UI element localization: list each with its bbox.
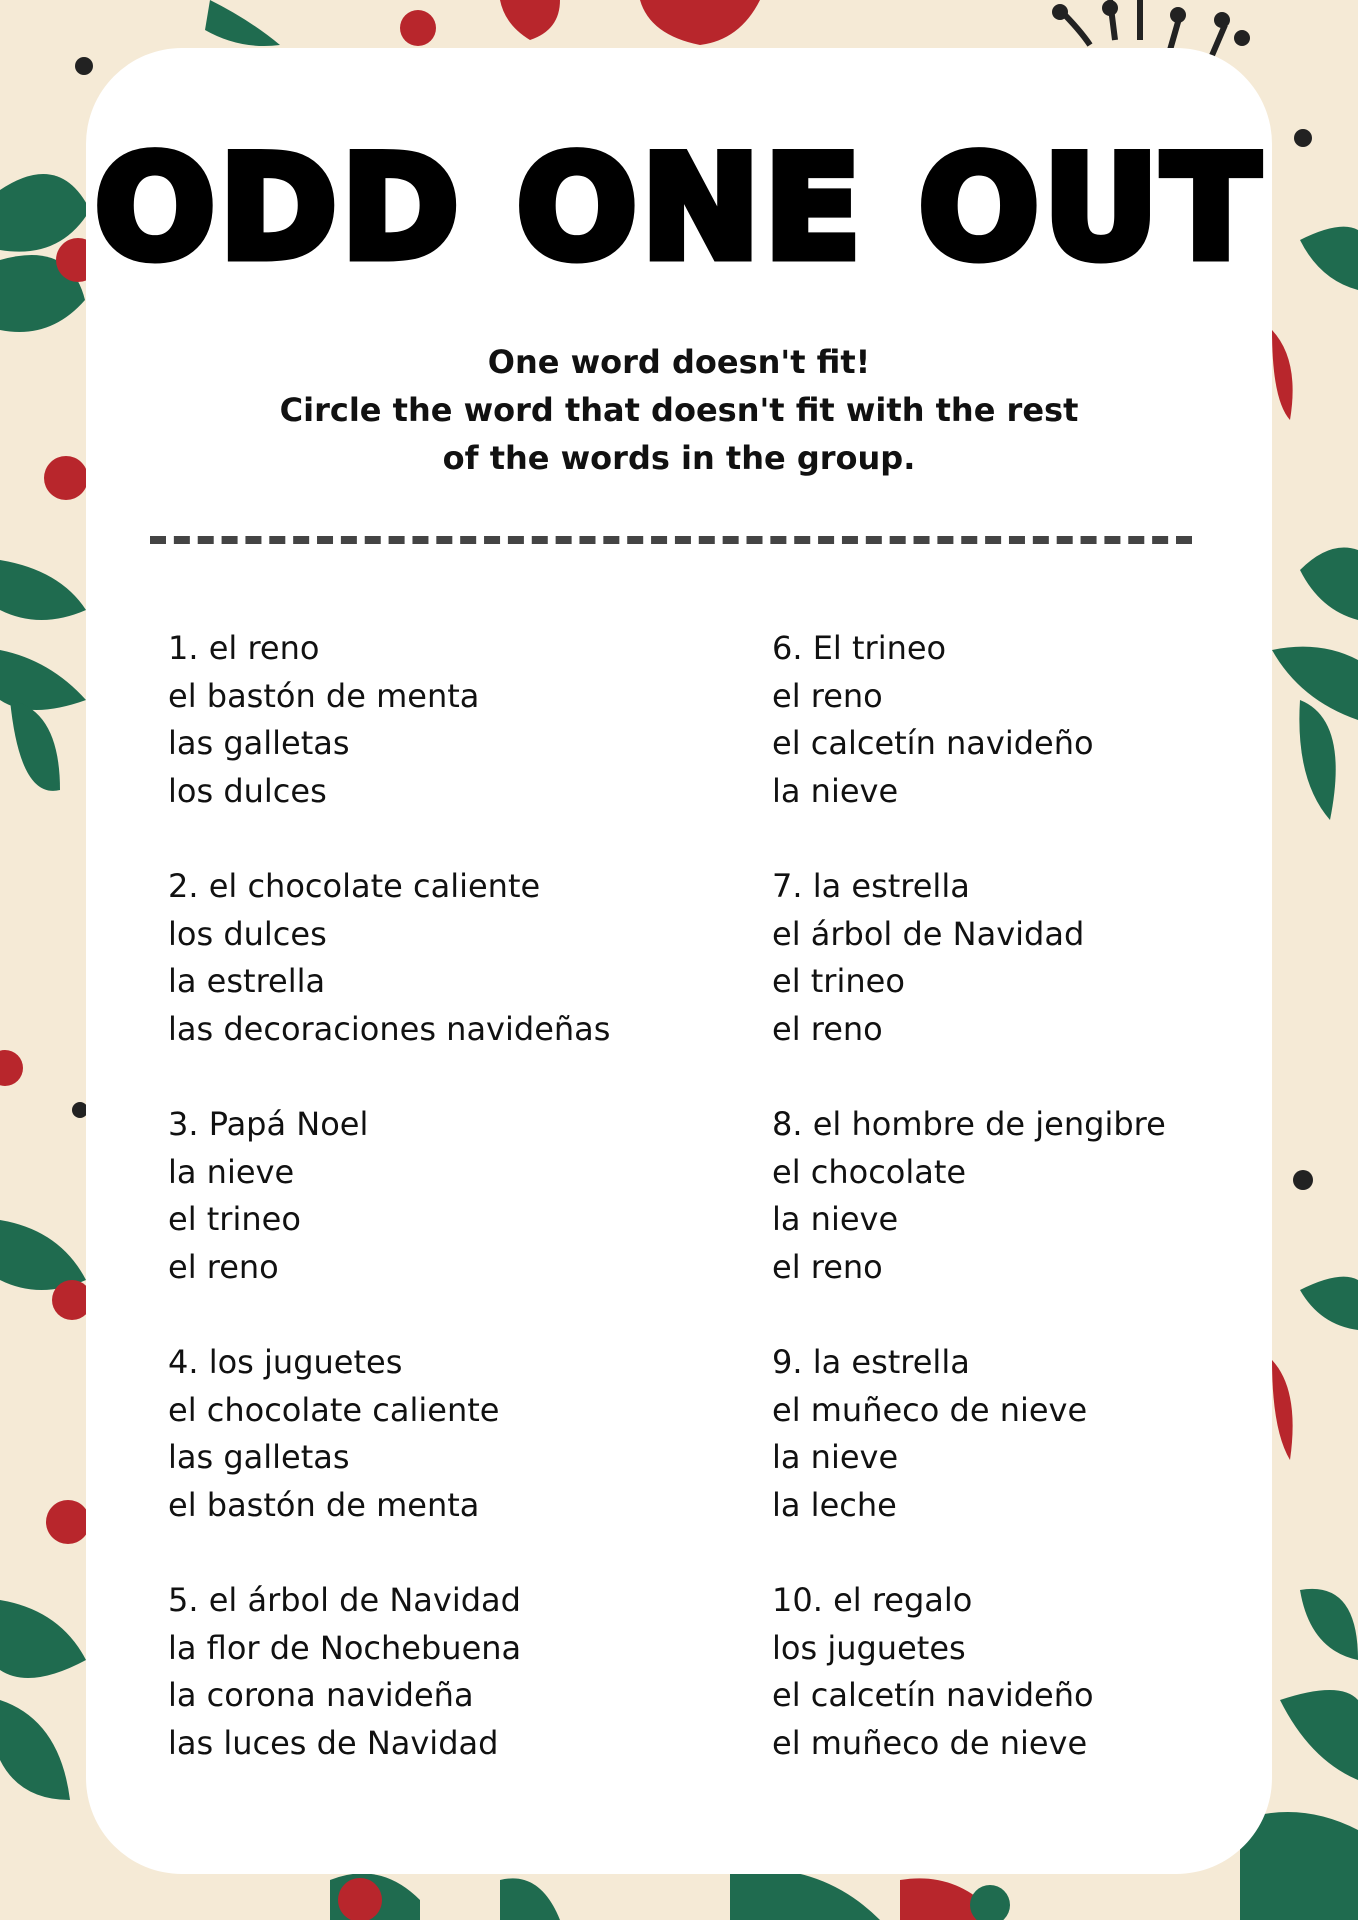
berry-icon (400, 10, 436, 46)
word-group (168, 1339, 748, 1577)
word-group (772, 863, 1352, 1101)
word-item[interactable]: el reno (772, 676, 883, 715)
word-item[interactable]: el calcetín navideño (772, 724, 1094, 763)
group-number: 10. (772, 1581, 823, 1619)
word-item[interactable]: el hombre de jengibre (812, 1105, 1166, 1143)
word-group (772, 625, 1352, 863)
word-item[interactable]: las decoraciones navideñas (168, 1009, 611, 1048)
group-number: 3. (168, 1105, 199, 1143)
word-item[interactable]: la nieve (772, 1438, 899, 1477)
word-item[interactable]: la leche (772, 1485, 897, 1524)
word-item[interactable]: el árbol de Navidad (772, 914, 1085, 953)
word-item[interactable]: el trineo (168, 1200, 301, 1239)
word-item[interactable]: la estrella (812, 867, 970, 905)
word-item[interactable]: El trineo (812, 629, 947, 667)
word-item[interactable]: el calcetín navideño (772, 1676, 1094, 1715)
word-item[interactable]: Papá Noel (208, 1105, 369, 1143)
word-item[interactable]: el chocolate caliente (168, 1390, 500, 1429)
word-item[interactable]: las luces de Navidad (168, 1723, 499, 1762)
group-number: 1. (168, 629, 199, 667)
leaf-icon (0, 560, 86, 1800)
group-number: 2. (168, 867, 199, 905)
word-groups-right-column (772, 625, 1352, 1815)
instruction-line: One word doesn't fit! (487, 343, 871, 381)
word-group (168, 863, 748, 1101)
word-item[interactable]: la corona navideña (168, 1676, 474, 1715)
word-item[interactable]: el reno (772, 1009, 883, 1048)
word-item[interactable]: el muñeco de nieve (772, 1390, 1088, 1429)
word-item[interactable]: la estrella (168, 962, 326, 1001)
word-group (168, 1577, 748, 1815)
word-group (772, 1577, 1352, 1815)
word-item[interactable]: el árbol de Navidad (208, 1581, 521, 1619)
word-group (168, 625, 748, 863)
word-item[interactable]: el reno (168, 1247, 279, 1286)
word-item[interactable]: el trineo (772, 962, 905, 1001)
word-groups-left-column (168, 625, 748, 1815)
dot-icon (75, 57, 93, 75)
group-number: 4. (168, 1343, 199, 1381)
group-number: 7. (772, 867, 803, 905)
word-item[interactable]: la flor de Nochebuena (168, 1628, 522, 1667)
instruction-line: of the words in the group. (442, 439, 916, 477)
word-item[interactable]: el bastón de menta (168, 1485, 480, 1524)
word-item[interactable]: el reno (772, 1247, 883, 1286)
word-item[interactable]: las galletas (168, 1438, 350, 1477)
word-item[interactable]: el bastón de menta (168, 676, 480, 715)
word-item[interactable]: la estrella (812, 1343, 970, 1381)
leaf-icon (330, 1869, 1010, 1920)
page-title: ODD ONE OUT (94, 126, 1264, 291)
word-item[interactable]: los dulces (168, 771, 327, 810)
word-item[interactable]: la nieve (772, 1200, 899, 1239)
word-item[interactable]: el regalo (833, 1581, 973, 1619)
word-group (772, 1101, 1352, 1339)
word-item[interactable]: la nieve (168, 1152, 295, 1191)
dashed-divider (150, 536, 1192, 544)
group-number: 9. (772, 1343, 803, 1381)
instructions (0, 338, 1358, 482)
group-number: 6. (772, 629, 803, 667)
word-item[interactable]: el chocolate caliente (208, 867, 541, 905)
word-item[interactable]: el muñeco de nieve (772, 1723, 1088, 1762)
word-group (772, 1339, 1352, 1577)
word-item[interactable]: los juguetes (772, 1628, 966, 1667)
word-item[interactable]: la nieve (772, 771, 899, 810)
group-number: 8. (772, 1105, 803, 1143)
word-item[interactable]: las galletas (168, 724, 350, 763)
leaf-icon (205, 0, 760, 46)
word-item[interactable]: el reno (208, 629, 320, 667)
group-number: 5. (168, 1581, 199, 1619)
word-group (168, 1101, 748, 1339)
word-item[interactable]: los dulces (168, 914, 327, 953)
word-item[interactable]: el chocolate (772, 1152, 967, 1191)
word-item[interactable]: los juguetes (208, 1343, 403, 1381)
instruction-line: Circle the word that doesn't fit with the rest (279, 391, 1079, 429)
